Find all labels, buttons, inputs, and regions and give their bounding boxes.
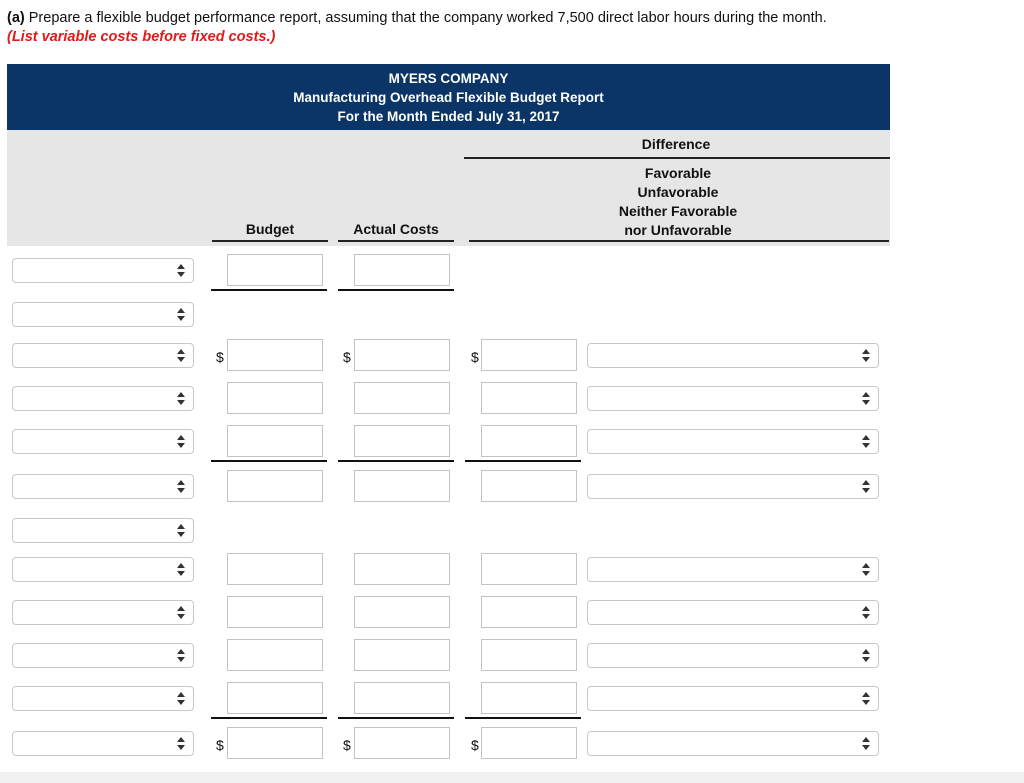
actual-dollar-sign: $: [343, 349, 351, 365]
actual-rule: [338, 240, 454, 242]
dropdown-arrows-icon: [177, 434, 185, 450]
status-select[interactable]: [587, 557, 879, 582]
actual-dollar-sign: $: [343, 737, 351, 753]
actual-input[interactable]: [354, 727, 450, 759]
chevron-up-icon: [862, 392, 870, 397]
difference-input[interactable]: [481, 596, 577, 628]
dropdown-arrows-icon: [177, 523, 185, 539]
dropdown-arrows-icon: [862, 648, 870, 664]
actual-input[interactable]: [354, 596, 450, 628]
chevron-up-icon: [177, 349, 185, 354]
difference-header: Difference: [641, 136, 711, 152]
chevron-down-icon: [177, 488, 185, 493]
dropdown-arrows-icon: [862, 736, 870, 752]
row-label-select[interactable]: [12, 343, 194, 368]
difference-input[interactable]: [481, 727, 577, 759]
budget-input[interactable]: [227, 339, 323, 371]
chevron-down-icon: [862, 488, 870, 493]
chevron-down-icon: [862, 443, 870, 448]
difference-input[interactable]: [481, 470, 577, 502]
chevron-up-icon: [862, 480, 870, 485]
chevron-down-icon: [862, 745, 870, 750]
difference-rule: [464, 157, 890, 159]
dropdown-arrows-icon: [177, 348, 185, 364]
chevron-up-icon: [177, 692, 185, 697]
actual-input[interactable]: [354, 339, 450, 371]
dropdown-arrows-icon: [177, 648, 185, 664]
chevron-up-icon: [862, 349, 870, 354]
chevron-up-icon: [862, 649, 870, 654]
actual-input[interactable]: [354, 425, 450, 457]
status-header: [582, 164, 774, 240]
row-label-select[interactable]: [12, 302, 194, 327]
budget-input[interactable]: [227, 254, 323, 286]
status-unfavorable: Unfavorable: [637, 184, 719, 200]
row-label-select[interactable]: [12, 258, 194, 283]
status-favorable: Favorable: [644, 165, 712, 181]
dropdown-arrows-icon: [177, 307, 185, 323]
actual-input[interactable]: [354, 470, 450, 502]
dropdown-arrows-icon: [862, 348, 870, 364]
actual-total-underline: [338, 460, 454, 462]
budget-input[interactable]: [227, 682, 323, 714]
chevron-up-icon: [177, 606, 185, 611]
chevron-down-icon: [177, 357, 185, 362]
chevron-down-icon: [177, 700, 185, 705]
chevron-down-icon: [862, 614, 870, 619]
chevron-up-icon: [177, 649, 185, 654]
budget-input[interactable]: [227, 425, 323, 457]
row-label-select[interactable]: [12, 643, 194, 668]
chevron-up-icon: [862, 435, 870, 440]
column-header-area: [7, 130, 890, 246]
report-title: Manufacturing Overhead Flexible Budget Report: [293, 90, 604, 105]
dropdown-arrows-icon: [177, 605, 185, 621]
row-label-select[interactable]: [12, 429, 194, 454]
status-rule: [469, 240, 889, 242]
budget-input[interactable]: [227, 639, 323, 671]
question-text: [7, 9, 827, 27]
dropdown-arrows-icon: [862, 479, 870, 495]
budget-rule: [212, 240, 328, 242]
difference-total-underline: [465, 460, 581, 462]
row-label-select[interactable]: [12, 474, 194, 499]
dropdown-arrows-icon: [862, 434, 870, 450]
actual-input[interactable]: [354, 639, 450, 671]
budget-dollar-sign: $: [216, 349, 224, 365]
budget-input[interactable]: [227, 553, 323, 585]
budget-input[interactable]: [227, 382, 323, 414]
chevron-down-icon: [177, 316, 185, 321]
chevron-up-icon: [177, 480, 185, 485]
chevron-up-icon: [177, 563, 185, 568]
chevron-up-icon: [862, 737, 870, 742]
dropdown-arrows-icon: [177, 263, 185, 279]
chevron-up-icon: [177, 392, 185, 397]
status-select[interactable]: [587, 643, 879, 668]
dropdown-arrows-icon: [177, 391, 185, 407]
status-neither: Neither Favorable: [618, 203, 738, 219]
status-select[interactable]: [587, 474, 879, 499]
budget-total-underline: [211, 289, 327, 291]
actual-input[interactable]: [354, 254, 450, 286]
chevron-down-icon: [862, 700, 870, 705]
difference-input[interactable]: [481, 339, 577, 371]
report-header: [7, 64, 890, 130]
dropdown-arrows-icon: [177, 562, 185, 578]
actual-header: Actual Costs: [353, 221, 439, 237]
row-label-select[interactable]: [12, 731, 194, 756]
status-select[interactable]: [587, 429, 879, 454]
status-select[interactable]: [587, 686, 879, 711]
dropdown-arrows-icon: [177, 691, 185, 707]
budget-dollar-sign: $: [216, 737, 224, 753]
dropdown-arrows-icon: [177, 736, 185, 752]
company-name: MYERS COMPANY: [388, 71, 509, 86]
chevron-down-icon: [177, 272, 185, 277]
difference-dollar-sign: $: [471, 349, 479, 365]
dropdown-arrows-icon: [862, 691, 870, 707]
difference-dollar-sign: $: [471, 737, 479, 753]
chevron-down-icon: [862, 657, 870, 662]
chevron-up-icon: [177, 308, 185, 313]
chevron-down-icon: [177, 400, 185, 405]
question-body: Prepare a flexible budget performance report, assuming that the company worked 7,500 direct labor hours during the month.: [28, 10, 827, 26]
row-label-select[interactable]: [12, 600, 194, 625]
row-label-select[interactable]: [12, 386, 194, 411]
difference-input[interactable]: [481, 639, 577, 671]
row-label-select[interactable]: [12, 518, 194, 543]
chevron-down-icon: [177, 745, 185, 750]
chevron-down-icon: [177, 532, 185, 537]
chevron-up-icon: [862, 692, 870, 697]
difference-input[interactable]: [481, 553, 577, 585]
chevron-up-icon: [177, 524, 185, 529]
chevron-down-icon: [862, 400, 870, 405]
chevron-down-icon: [177, 443, 185, 448]
dropdown-arrows-icon: [862, 605, 870, 621]
chevron-down-icon: [862, 357, 870, 362]
chevron-down-icon: [177, 657, 185, 662]
actual-input[interactable]: [354, 682, 450, 714]
actual-input[interactable]: [354, 553, 450, 585]
budget-input[interactable]: [227, 470, 323, 502]
status-select[interactable]: [587, 386, 879, 411]
page-bottom-strip: [0, 772, 1024, 783]
actual-input[interactable]: [354, 382, 450, 414]
row-label-select[interactable]: [12, 557, 194, 582]
difference-input[interactable]: [481, 682, 577, 714]
dropdown-arrows-icon: [862, 562, 870, 578]
actual-total-underline: [338, 289, 454, 291]
difference-total-underline: [465, 717, 581, 719]
status-nor: nor Unfavorable: [624, 222, 732, 238]
chevron-up-icon: [862, 606, 870, 611]
budget-total-underline: [211, 460, 327, 462]
actual-total-underline: [338, 717, 454, 719]
row-label-select[interactable]: [12, 686, 194, 711]
status-select[interactable]: [587, 343, 879, 368]
dropdown-arrows-icon: [862, 391, 870, 407]
chevron-up-icon: [177, 264, 185, 269]
chevron-down-icon: [177, 571, 185, 576]
status-select[interactable]: [587, 731, 879, 756]
chevron-up-icon: [177, 435, 185, 440]
status-select[interactable]: [587, 600, 879, 625]
dropdown-arrows-icon: [177, 479, 185, 495]
budget-header: Budget: [245, 221, 295, 237]
difference-input[interactable]: [481, 425, 577, 457]
chevron-up-icon: [177, 737, 185, 742]
report-period: For the Month Ended July 31, 2017: [337, 109, 560, 124]
chevron-up-icon: [862, 563, 870, 568]
chevron-down-icon: [177, 614, 185, 619]
budget-input[interactable]: [227, 596, 323, 628]
budget-total-underline: [211, 717, 327, 719]
difference-input[interactable]: [481, 382, 577, 414]
question-instruction: (List variable costs before fixed costs.): [7, 29, 276, 45]
budget-input[interactable]: [227, 727, 323, 759]
chevron-down-icon: [862, 571, 870, 576]
question-part-label: (a): [7, 10, 25, 26]
